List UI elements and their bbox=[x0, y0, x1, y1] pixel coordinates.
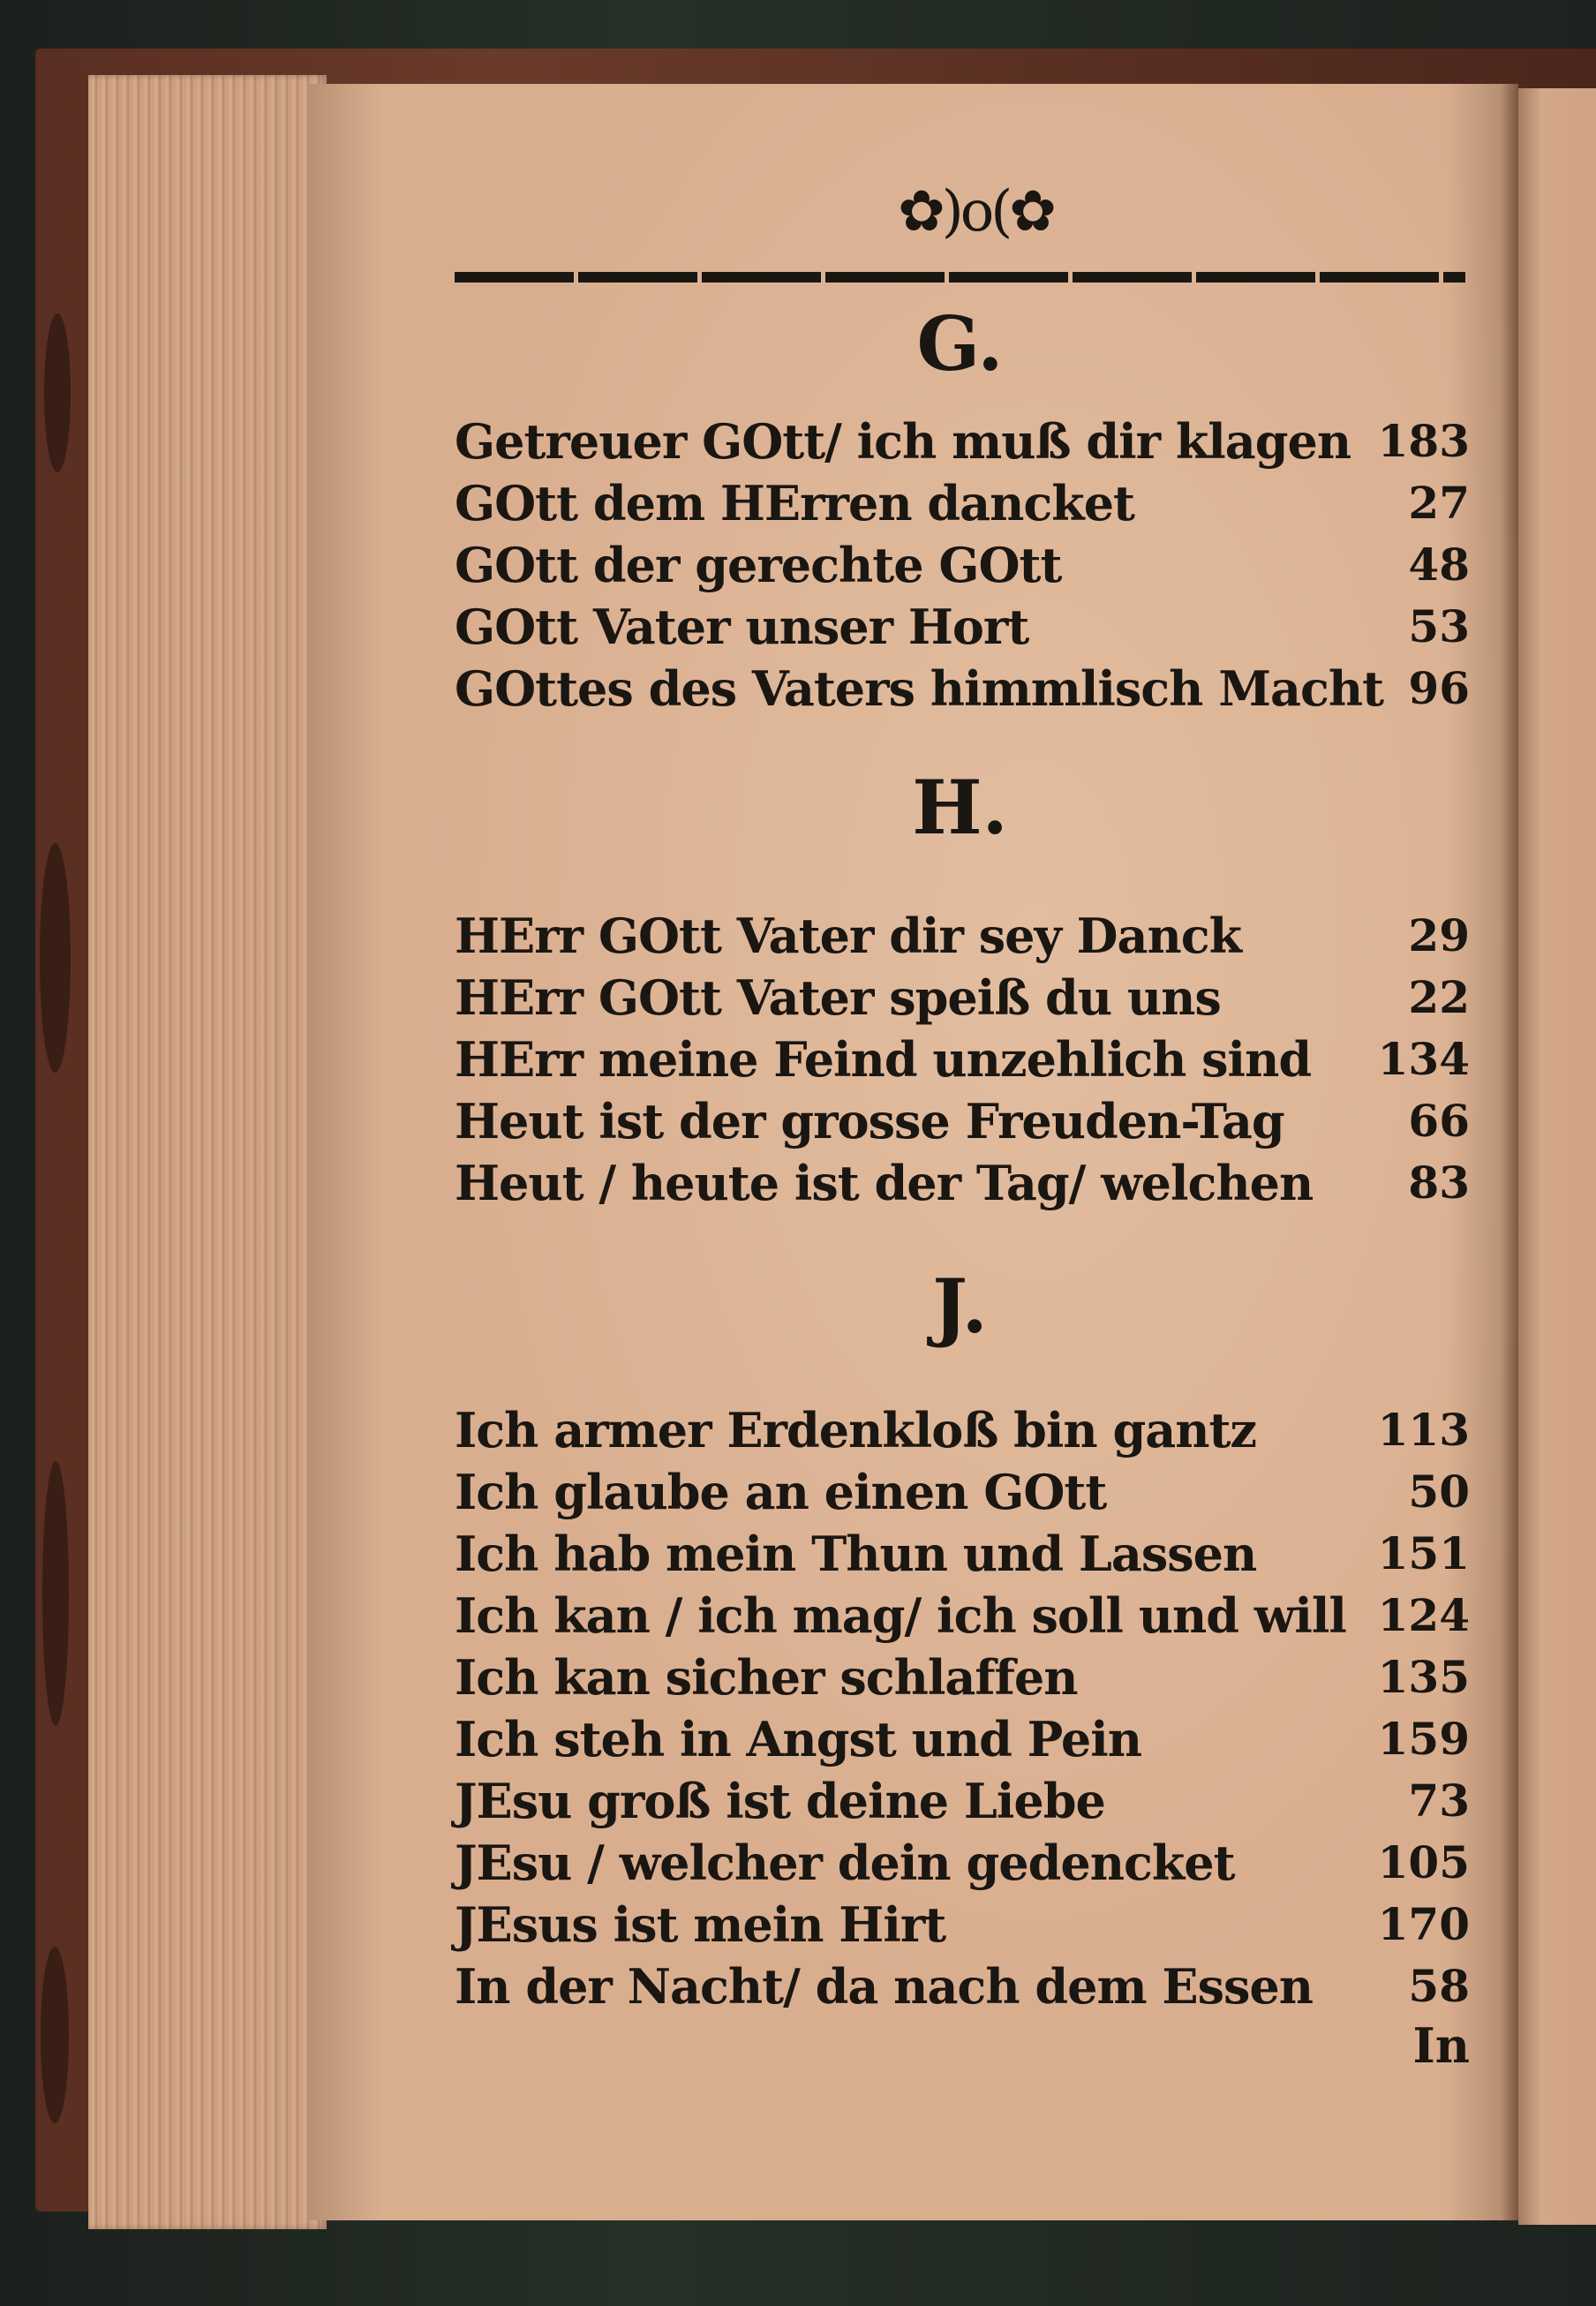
entry-page: 29 bbox=[1408, 909, 1470, 961]
index-entry bbox=[455, 905, 1470, 967]
index-entry bbox=[455, 411, 1470, 472]
entry-page: 105 bbox=[1377, 1836, 1470, 1888]
entry-title: GOtt der gerechte GOtt bbox=[455, 537, 1062, 593]
facing-page-edge bbox=[1518, 88, 1596, 2225]
entry-page: 113 bbox=[1377, 1404, 1470, 1456]
index-entry bbox=[455, 1832, 1470, 1894]
entry-title: Heut / heute ist der Tag/ welchen bbox=[455, 1155, 1314, 1211]
entry-page: 83 bbox=[1408, 1157, 1470, 1209]
entry-page: 134 bbox=[1377, 1033, 1470, 1085]
cover-stain bbox=[44, 313, 71, 472]
entry-title: GOttes des Vaters himmlisch Macht bbox=[455, 660, 1384, 717]
catchword: In bbox=[1412, 2017, 1470, 2074]
entry-title: Ich hab mein Thun und Lassen bbox=[455, 1526, 1257, 1582]
index-entry bbox=[455, 534, 1470, 596]
index-entry bbox=[455, 472, 1470, 534]
cover-stain bbox=[40, 843, 71, 1073]
section-letter-g: G. bbox=[916, 300, 1004, 388]
index-entry bbox=[455, 1399, 1470, 1461]
index-entry bbox=[455, 1090, 1470, 1152]
header-rule bbox=[455, 272, 1465, 283]
index-entry bbox=[455, 1461, 1470, 1523]
entry-title: Getreuer GOtt/ ich muß dir klagen bbox=[455, 413, 1351, 470]
entry-title: JEsus ist mein Hirt bbox=[455, 1896, 946, 1953]
entry-page: 135 bbox=[1377, 1651, 1470, 1703]
entry-title: Ich kan sicher schlaffen bbox=[455, 1649, 1078, 1706]
entry-title: HErr meine Feind unzehlich sind bbox=[455, 1031, 1312, 1088]
index-entry bbox=[455, 658, 1470, 720]
entry-title: Ich armer Erdenkloß bin gantz bbox=[455, 1402, 1257, 1458]
entry-page: 183 bbox=[1377, 415, 1470, 467]
index-entry bbox=[455, 1770, 1470, 1832]
index-entry bbox=[455, 1647, 1470, 1708]
page-edges bbox=[88, 75, 327, 2229]
entry-page: 170 bbox=[1377, 1898, 1470, 1950]
index-entry bbox=[455, 1523, 1470, 1585]
entry-title: GOtt dem HErren dancket bbox=[455, 475, 1134, 531]
entry-title: JEsu groß ist deine Liebe bbox=[455, 1773, 1105, 1829]
entry-title: In der Nacht/ da nach dem Essen bbox=[455, 1958, 1314, 2015]
index-entry bbox=[455, 1029, 1470, 1090]
index-entry bbox=[455, 596, 1470, 658]
entry-title: Ich glaube an einen GOtt bbox=[455, 1464, 1107, 1520]
entry-page: 50 bbox=[1408, 1466, 1470, 1518]
index-entry bbox=[455, 1152, 1470, 1214]
entry-title: JEsu / welcher dein gedencket bbox=[455, 1835, 1235, 1891]
entry-title: GOtt Vater unser Hort bbox=[455, 599, 1029, 655]
entry-page: 124 bbox=[1377, 1589, 1470, 1641]
entry-page: 27 bbox=[1408, 477, 1470, 529]
entry-page: 58 bbox=[1408, 1960, 1470, 2012]
entry-title: HErr GOtt Vater dir sey Danck bbox=[455, 908, 1242, 964]
entry-page: 73 bbox=[1408, 1775, 1470, 1827]
index-entry bbox=[455, 1956, 1470, 2017]
entry-title: Heut ist der grosse Freuden-Tag bbox=[455, 1093, 1284, 1149]
index-entry bbox=[455, 1585, 1470, 1647]
entry-page: 53 bbox=[1408, 600, 1470, 652]
entry-title: Ich kan / ich mag/ ich soll und will bbox=[455, 1587, 1346, 1644]
cover-stain bbox=[41, 1947, 69, 2123]
cover-stain bbox=[42, 1461, 69, 1726]
index-entry bbox=[455, 967, 1470, 1029]
entry-page: 66 bbox=[1408, 1095, 1470, 1147]
entry-page: 151 bbox=[1377, 1527, 1470, 1579]
entry-page: 48 bbox=[1408, 539, 1470, 591]
entry-title: Ich steh in Angst und Pein bbox=[455, 1711, 1141, 1767]
header-ornament: ✿)o(✿ bbox=[898, 179, 1053, 245]
index-entry bbox=[455, 1708, 1470, 1770]
section-letter-h: H. bbox=[912, 764, 1008, 851]
entry-title: HErr GOtt Vater speiß du uns bbox=[455, 969, 1221, 1026]
index-entry bbox=[455, 1894, 1470, 1956]
entry-page: 22 bbox=[1408, 971, 1470, 1023]
entry-page: 159 bbox=[1377, 1713, 1470, 1765]
section-letter-j: J. bbox=[932, 1262, 988, 1350]
entry-page: 96 bbox=[1408, 662, 1470, 714]
